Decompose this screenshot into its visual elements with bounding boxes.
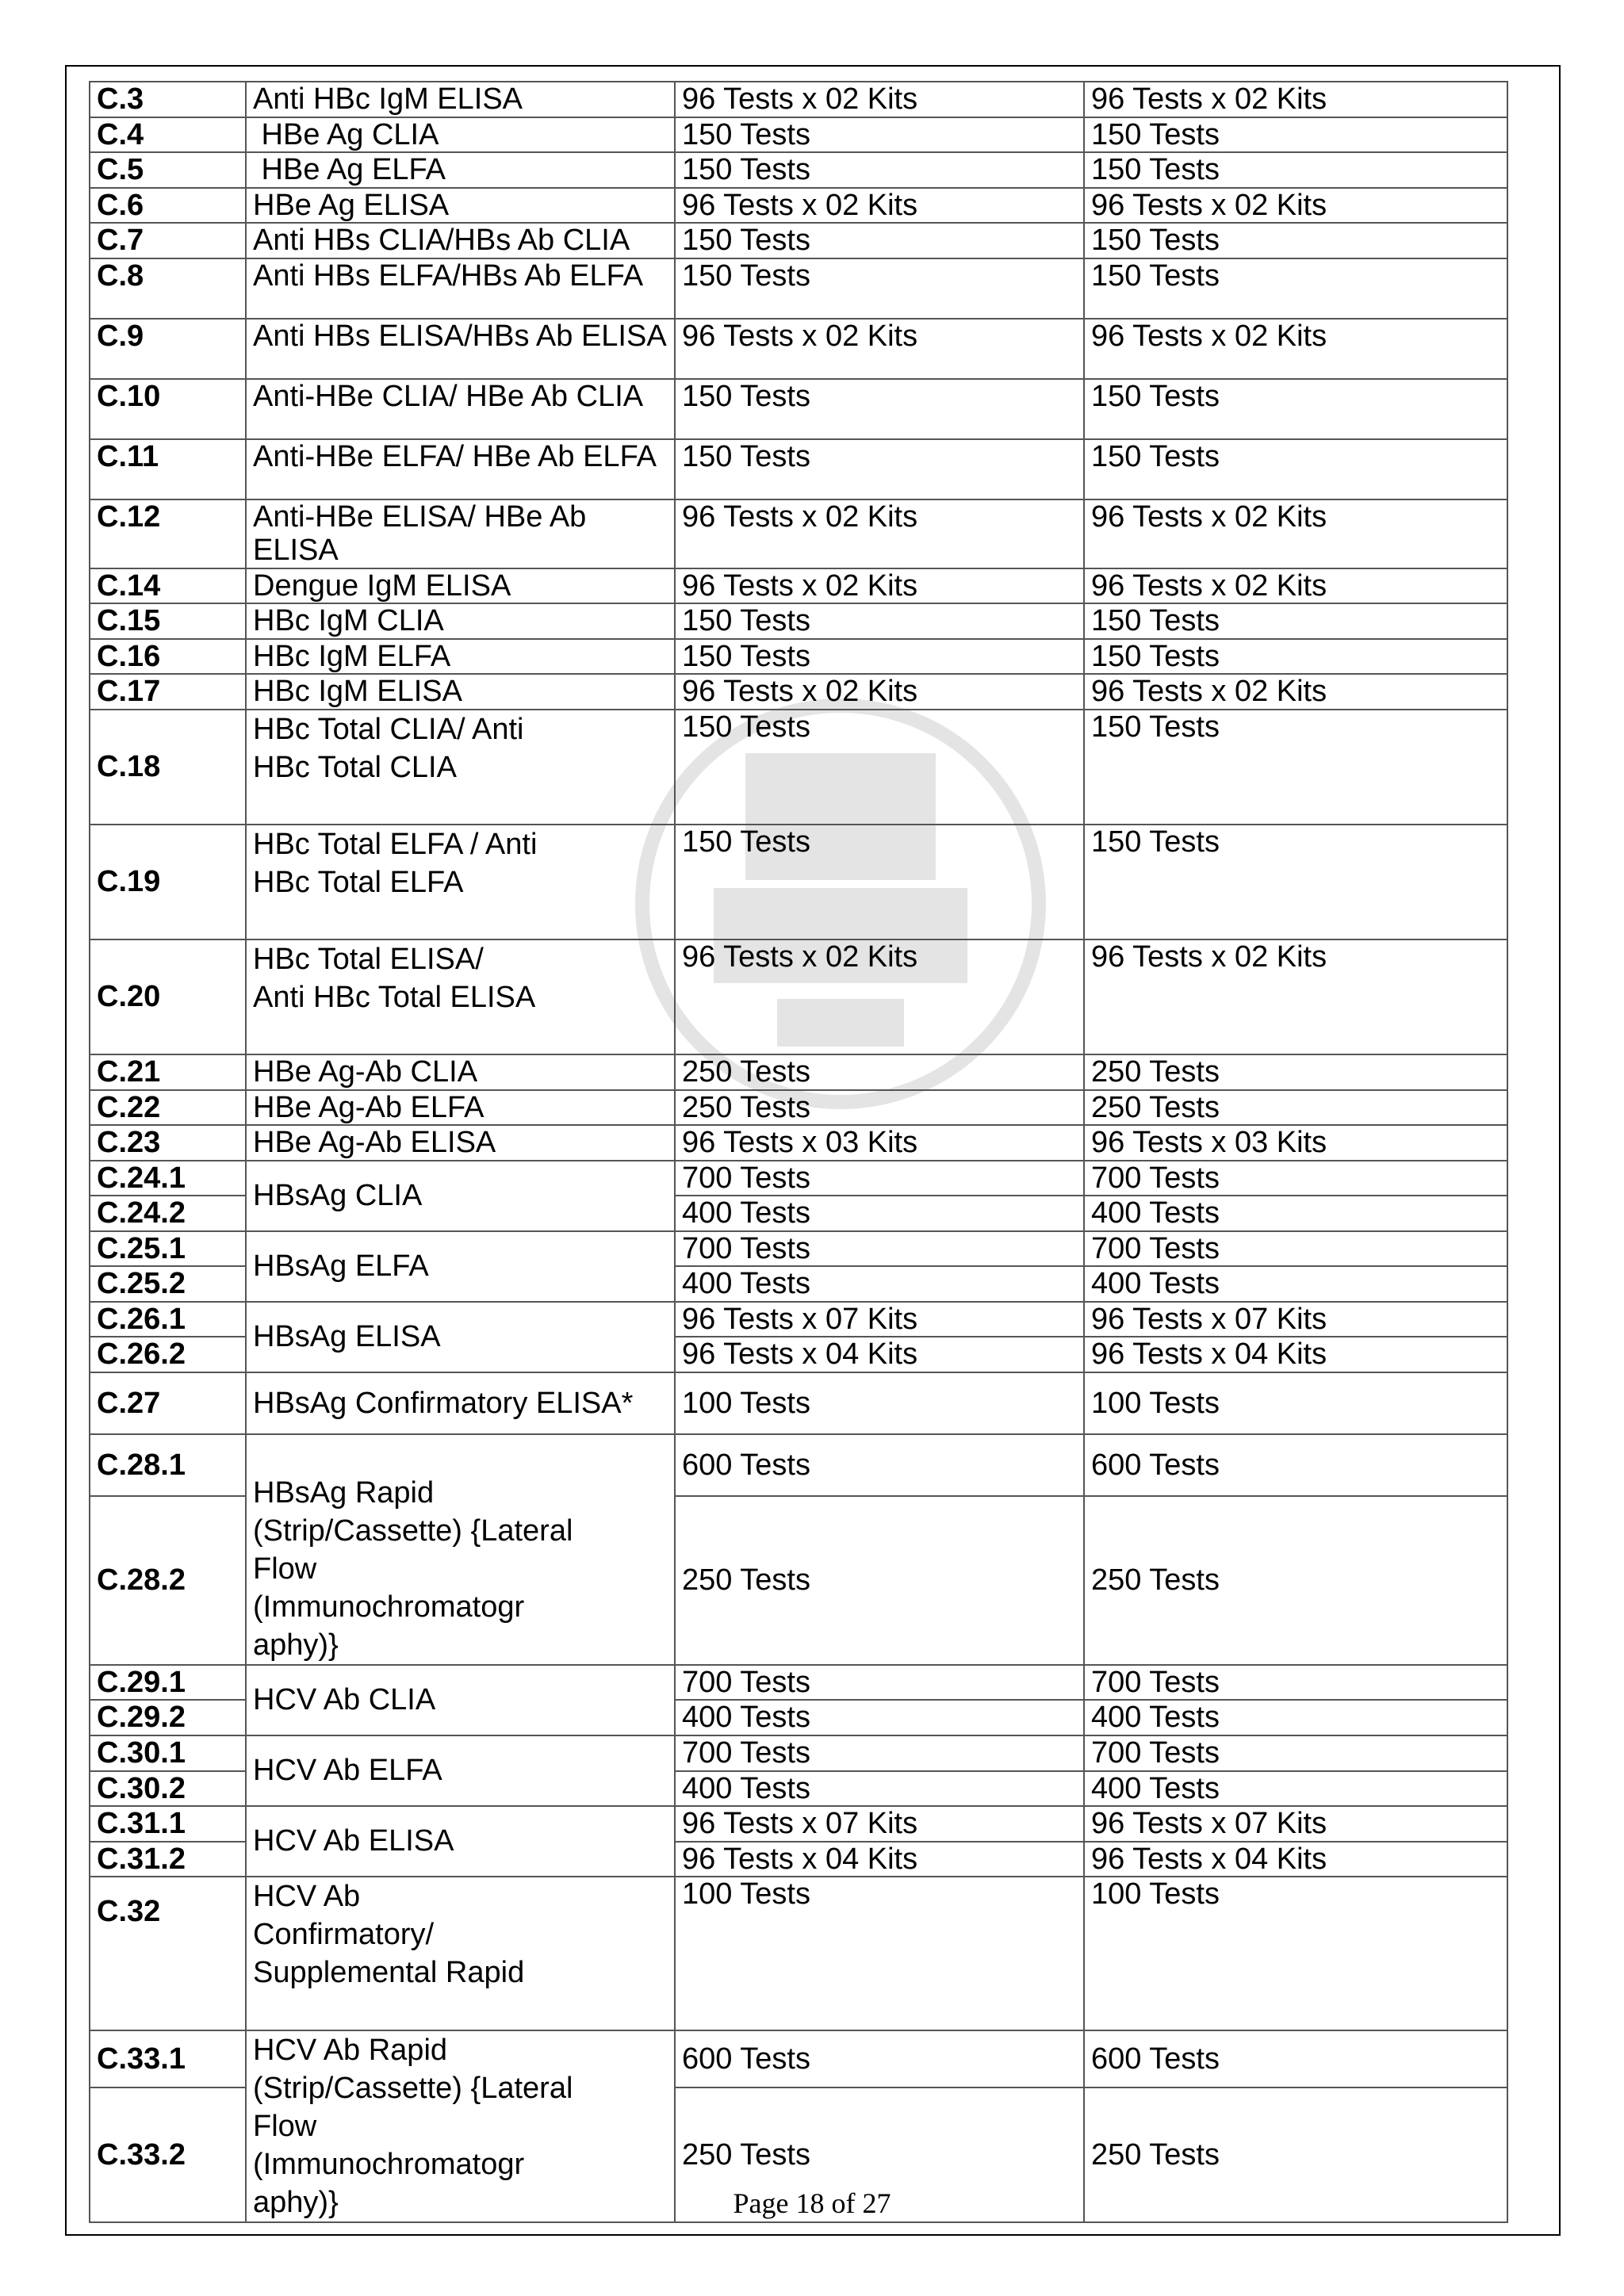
item-name: HBsAg Confirmatory ELISA* [246,1372,675,1434]
item-name: Anti HBs ELFA/HBs Ab ELFA [246,258,675,319]
quantity-col3: 150 Tests [675,258,1084,319]
item-name: HBc Total CLIA/ Anti HBc Total CLIA [246,710,675,825]
item-name: HBe Ag ELISA [246,188,675,224]
quantity-col3: 600 Tests [675,1434,1084,1496]
quantity-col4: 96 Tests x 07 Kits [1084,1806,1507,1842]
quantity-col3: 400 Tests [675,1771,1084,1807]
item-name: HCV Ab Confirmatory/ Supplemental Rapid [246,1877,675,2030]
item-code: C.33.2 [90,2087,246,2222]
table-row [90,379,1507,439]
item-name: Anti-HBe ELISA/ HBe Ab ELISA [246,499,675,568]
item-code: C.25.1 [90,1231,246,1267]
quantity-col3: 600 Tests [675,2030,1084,2087]
table-row [90,82,1507,117]
item-code: C.30.1 [90,1735,246,1771]
table-row [90,439,1507,499]
item-name: HBe Ag-Ab ELISA [246,1125,675,1161]
quantity-col3: 96 Tests x 03 Kits [675,1125,1084,1161]
table-row [90,1231,1507,1267]
quantity-col3: 150 Tests [675,825,1084,939]
quantity-col3: 400 Tests [675,1266,1084,1302]
quantity-col3: 96 Tests x 02 Kits [675,568,1084,604]
item-name: HBe Ag ELFA [246,152,675,188]
item-name: HBe Ag-Ab CLIA [246,1054,675,1090]
item-name: HBsAg ELFA [246,1231,675,1302]
quantity-col4: 150 Tests [1084,152,1507,188]
item-code: C.10 [90,379,246,439]
item-name: HCV Ab ELFA [246,1735,675,1806]
table-row [90,603,1507,639]
quantity-col4: 150 Tests [1084,603,1507,639]
item-name: Anti HBs ELISA/HBs Ab ELISA [246,319,675,379]
quantity-col4: 96 Tests x 04 Kits [1084,1842,1507,1877]
quantity-col4: 400 Tests [1084,1771,1507,1807]
item-name: Anti HBc IgM ELISA [246,82,675,117]
quantity-col3: 400 Tests [675,1196,1084,1231]
quantity-col4: 96 Tests x 02 Kits [1084,939,1507,1054]
item-name: HBc IgM CLIA [246,603,675,639]
quantity-col3: 700 Tests [675,1161,1084,1196]
item-code: C.22 [90,1090,246,1126]
item-code: C.29.1 [90,1665,246,1701]
table-row [90,1877,1507,2030]
quantity-col3: 96 Tests x 04 Kits [675,1842,1084,1877]
quantity-col4: 600 Tests [1084,2030,1507,2087]
quantity-col3: 96 Tests x 02 Kits [675,82,1084,117]
test-kit-table [89,81,1508,2223]
table-row [90,1161,1507,1196]
item-code: C.15 [90,603,246,639]
quantity-col4: 96 Tests x 07 Kits [1084,1302,1507,1337]
quantity-col3: 250 Tests [675,1496,1084,1665]
item-name: HBc Total ELISA/ Anti HBc Total ELISA [246,939,675,1054]
quantity-col4: 600 Tests [1084,1434,1507,1496]
quantity-col3: 96 Tests x 02 Kits [675,319,1084,379]
item-code: C.4 [90,117,246,153]
table-row [90,223,1507,258]
quantity-col4: 150 Tests [1084,825,1507,939]
table-row [90,188,1507,224]
quantity-col3: 250 Tests [675,1090,1084,1126]
table-row [90,825,1507,939]
item-name: HCV Ab CLIA [246,1665,675,1735]
quantity-col3: 96 Tests x 02 Kits [675,188,1084,224]
table-row [90,1054,1507,1090]
quantity-col3: 400 Tests [675,1700,1084,1735]
table-row [90,1372,1507,1434]
table-row [90,499,1507,568]
quantity-col4: 400 Tests [1084,1196,1507,1231]
item-code: C.14 [90,568,246,604]
quantity-col4: 700 Tests [1084,1231,1507,1267]
item-name: HBc IgM ELFA [246,639,675,675]
quantity-col3: 150 Tests [675,603,1084,639]
item-code: C.32 [90,1877,246,2030]
item-name: Dengue IgM ELISA [246,568,675,604]
table-row [90,117,1507,153]
item-code: C.3 [90,82,246,117]
table-row [90,258,1507,319]
quantity-col4: 400 Tests [1084,1700,1507,1735]
quantity-col3: 96 Tests x 02 Kits [675,674,1084,710]
item-code: C.26.1 [90,1302,246,1337]
quantity-col3: 96 Tests x 07 Kits [675,1302,1084,1337]
quantity-col3: 150 Tests [675,223,1084,258]
quantity-col4: 96 Tests x 02 Kits [1084,319,1507,379]
quantity-col3: 150 Tests [675,639,1084,675]
item-code: C.30.2 [90,1771,246,1807]
quantity-col4: 150 Tests [1084,639,1507,675]
item-name: HBc IgM ELISA [246,674,675,710]
quantity-col4: 100 Tests [1084,1372,1507,1434]
quantity-col4: 150 Tests [1084,439,1507,499]
quantity-col4: 700 Tests [1084,1665,1507,1701]
item-name: HCV Ab Rapid (Strip/Cassette) {Lateral Flow (Immunochromatogr aphy)} [246,2030,675,2222]
item-code: C.21 [90,1054,246,1090]
quantity-col3: 700 Tests [675,1665,1084,1701]
table-row [90,710,1507,825]
quantity-col3: 250 Tests [675,1054,1084,1090]
item-code: C.33.1 [90,2030,246,2087]
item-name: HBe Ag-Ab ELFA [246,1090,675,1126]
item-code: C.31.1 [90,1806,246,1842]
table-row [90,1434,1507,1496]
item-code: C.17 [90,674,246,710]
quantity-col4: 250 Tests [1084,1496,1507,1665]
quantity-col4: 96 Tests x 02 Kits [1084,499,1507,568]
quantity-col4: 250 Tests [1084,1054,1507,1090]
item-code: C.26.2 [90,1337,246,1372]
item-code: C.27 [90,1372,246,1434]
table-row [90,1125,1507,1161]
item-name: Anti-HBe ELFA/ HBe Ab ELFA [246,439,675,499]
page-number: Page 18 of 27 [733,2187,891,2219]
item-name: HCV Ab ELISA [246,1806,675,1877]
item-code: C.24.2 [90,1196,246,1231]
item-code: C.19 [90,825,246,939]
table-row [90,1090,1507,1126]
quantity-col4: 250 Tests [1084,2087,1507,2222]
item-code: C.8 [90,258,246,319]
quantity-col4: 250 Tests [1084,1090,1507,1126]
item-code: C.29.2 [90,1700,246,1735]
item-code: C.24.1 [90,1161,246,1196]
item-code: C.5 [90,152,246,188]
item-code: C.28.1 [90,1434,246,1496]
table-row [90,319,1507,379]
item-code: C.18 [90,710,246,825]
item-name: Anti HBs CLIA/HBs Ab CLIA [246,223,675,258]
table-row [90,2030,1507,2087]
quantity-col4: 700 Tests [1084,1161,1507,1196]
table-row [90,1806,1507,1842]
table-row [90,1302,1507,1337]
quantity-col3: 100 Tests [675,1372,1084,1434]
item-code: C.23 [90,1125,246,1161]
quantity-col4: 150 Tests [1084,258,1507,319]
item-code: C.12 [90,499,246,568]
quantity-col3: 96 Tests x 02 Kits [675,499,1084,568]
table-row [90,152,1507,188]
item-code: C.11 [90,439,246,499]
quantity-col4: 400 Tests [1084,1266,1507,1302]
quantity-col3: 250 Tests [675,2087,1084,2222]
quantity-col3: 700 Tests [675,1735,1084,1771]
quantity-col4: 96 Tests x 02 Kits [1084,568,1507,604]
item-name: HBsAg ELISA [246,1302,675,1372]
quantity-col4: 96 Tests x 02 Kits [1084,674,1507,710]
table-row [90,568,1507,604]
quantity-col4: 96 Tests x 03 Kits [1084,1125,1507,1161]
quantity-col3: 96 Tests x 07 Kits [675,1806,1084,1842]
quantity-col3: 96 Tests x 02 Kits [675,939,1084,1054]
quantity-col4: 150 Tests [1084,710,1507,825]
quantity-col3: 150 Tests [675,710,1084,825]
item-code: C.28.2 [90,1496,246,1665]
quantity-col4: 96 Tests x 02 Kits [1084,82,1507,117]
quantity-col3: 150 Tests [675,379,1084,439]
quantity-col4: 150 Tests [1084,223,1507,258]
item-code: C.20 [90,939,246,1054]
table-row [90,939,1507,1054]
item-code: C.16 [90,639,246,675]
quantity-col3: 100 Tests [675,1877,1084,2030]
quantity-col3: 96 Tests x 04 Kits [675,1337,1084,1372]
quantity-col4: 96 Tests x 02 Kits [1084,188,1507,224]
quantity-col3: 150 Tests [675,117,1084,153]
item-code: C.25.2 [90,1266,246,1302]
item-name: HBsAg CLIA [246,1161,675,1231]
item-name: HBc Total ELFA / Anti HBc Total ELFA [246,825,675,939]
item-code: C.31.2 [90,1842,246,1877]
quantity-col3: 150 Tests [675,152,1084,188]
quantity-col4: 150 Tests [1084,379,1507,439]
quantity-col3: 700 Tests [675,1231,1084,1267]
table-row [90,639,1507,675]
item-code: C.6 [90,188,246,224]
quantity-col4: 100 Tests [1084,1877,1507,2030]
quantity-col4: 96 Tests x 04 Kits [1084,1337,1507,1372]
quantity-col4: 150 Tests [1084,117,1507,153]
quantity-col3: 150 Tests [675,439,1084,499]
item-name: HBsAg Rapid (Strip/Cassette) {Lateral Flow (Immunochromatogr aphy)} [246,1434,675,1665]
table-row [90,674,1507,710]
table-row [90,1665,1507,1701]
quantity-col4: 700 Tests [1084,1735,1507,1771]
item-code: C.7 [90,223,246,258]
item-name: HBe Ag CLIA [246,117,675,153]
table-row [90,1735,1507,1771]
item-code: C.9 [90,319,246,379]
item-name: Anti-HBe CLIA/ HBe Ab CLIA [246,379,675,439]
